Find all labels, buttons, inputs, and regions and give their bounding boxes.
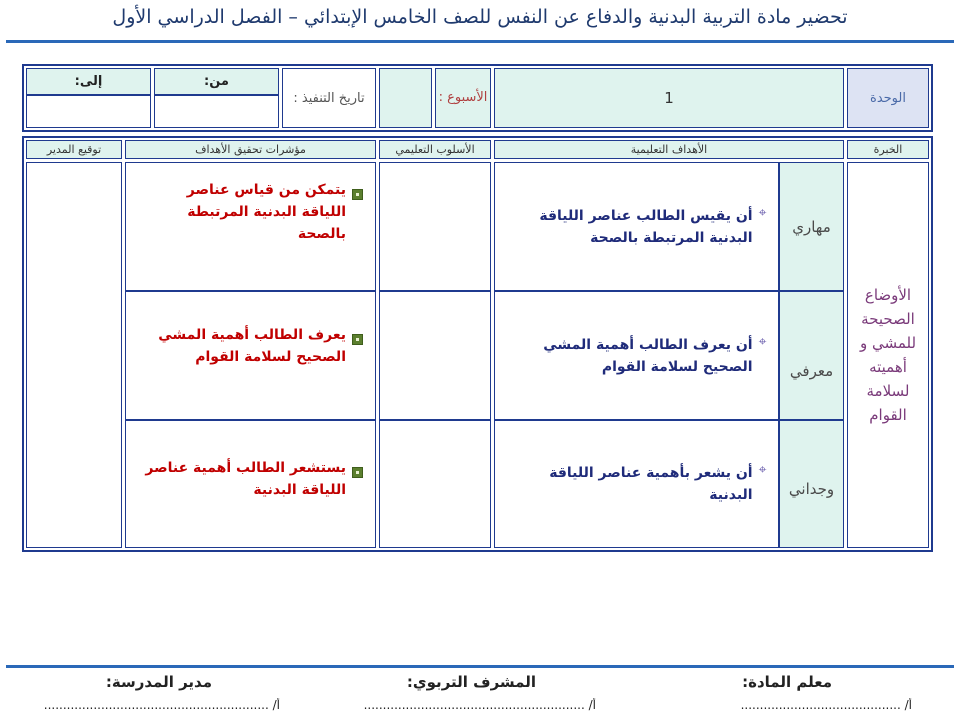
date-label: تاريخ التنفيذ : — [293, 90, 365, 106]
teacher-label: معلم المادة: — [742, 673, 832, 691]
week-value-cell[interactable] — [379, 68, 432, 128]
experience-cell — [847, 162, 929, 548]
to-label-cell — [26, 68, 151, 95]
indicator-text: يستشعر الطالب أهمية عناصر اللياقة البدنية — [145, 460, 346, 498]
to-value-cell[interactable] — [26, 95, 151, 128]
method-cell[interactable] — [379, 420, 491, 548]
header-method-label: الأسلوب التعليمي — [395, 143, 475, 156]
supervisor-label: المشرف التربوي: — [406, 673, 536, 691]
objective-text: أن يعرف الطالب أهمية المشي الصحيح لسلامة القوام — [543, 336, 753, 375]
unit-value-cell[interactable] — [494, 68, 844, 128]
header-principal-signature-label: توقيع المدير — [46, 143, 102, 156]
header-experience-label: الخبرة — [873, 143, 903, 156]
method-cell[interactable] — [379, 162, 491, 291]
week-label: الأسبوع : — [438, 90, 488, 105]
type-cell-affective — [779, 420, 844, 548]
from-value-cell[interactable] — [154, 95, 279, 128]
to-label: إلى: — [74, 74, 103, 89]
unit-value: 1 — [664, 89, 674, 107]
flower-square-icon — [352, 179, 363, 203]
header-experience — [847, 140, 929, 159]
principal-signature-line[interactable]: أ/ ........................................................... — [43, 698, 280, 712]
objective-text: أن يشعر بأهمية عناصر اللياقة البدنية — [549, 465, 753, 503]
from-label-cell — [154, 68, 279, 95]
header-indicators-label: مؤشرات تحقيق الأهداف — [195, 143, 306, 156]
crosshair-circle-icon: ⌖ — [758, 462, 767, 478]
type-cell-skill — [779, 162, 844, 291]
objective-text: أن يقيس الطالب عناصر اللياقة البدنية المرتبطة بالصحة — [539, 207, 753, 246]
indicator-cell — [125, 162, 376, 291]
date-label-cell — [282, 68, 376, 128]
type-label: مهاري — [792, 217, 831, 236]
from-label: من: — [204, 74, 229, 89]
crosshair-circle-icon: ⌖ — [758, 204, 767, 221]
objective-cell — [494, 420, 779, 548]
type-label: معرفي — [789, 361, 834, 380]
experience-text: الأوضاع الصحيحة للمشي و أهميته لسلامة القوام — [859, 286, 917, 424]
indicator-text: يعرف الطالب أهمية المشي الصحيح لسلامة القوام — [158, 326, 346, 365]
type-label: وجداني — [788, 480, 835, 498]
objective-cell — [494, 291, 779, 420]
principal-signature-cell[interactable] — [26, 162, 122, 548]
method-cell[interactable] — [379, 291, 491, 420]
header-principal-signature — [26, 140, 122, 159]
objective-cell — [494, 162, 779, 291]
unit-label-cell — [847, 68, 929, 128]
indicator-cell — [125, 420, 376, 548]
header-objectives-label: الأهداف التعليمية — [630, 143, 708, 156]
unit-label: الوحدة — [870, 90, 906, 106]
crosshair-circle-icon: ⌖ — [758, 333, 767, 350]
header-indicators — [125, 140, 376, 159]
principal-label: مدير المدرسة: — [105, 673, 212, 691]
title-divider — [6, 40, 954, 43]
teacher-signature-line[interactable]: أ/ .......................................... — [740, 698, 912, 712]
header-objectives — [494, 140, 844, 159]
footer-divider — [6, 665, 954, 668]
indicator-cell — [125, 291, 376, 420]
flower-square-icon — [352, 457, 363, 481]
flower-square-icon — [352, 324, 363, 348]
supervisor-signature-line[interactable]: أ/ .......................................................... — [363, 698, 596, 712]
header-method — [379, 140, 491, 159]
page-title: تحضير مادة التربية البدنية والدفاع عن النفس للصف الخامس الإبتدائي – الفصل الدراسي الأول — [112, 6, 848, 28]
week-label-cell — [435, 68, 491, 128]
indicator-text: يتمكن من قياس عناصر اللياقة البدنية المرتبطة بالصحة — [186, 181, 346, 242]
type-cell-cognitive — [779, 291, 844, 420]
